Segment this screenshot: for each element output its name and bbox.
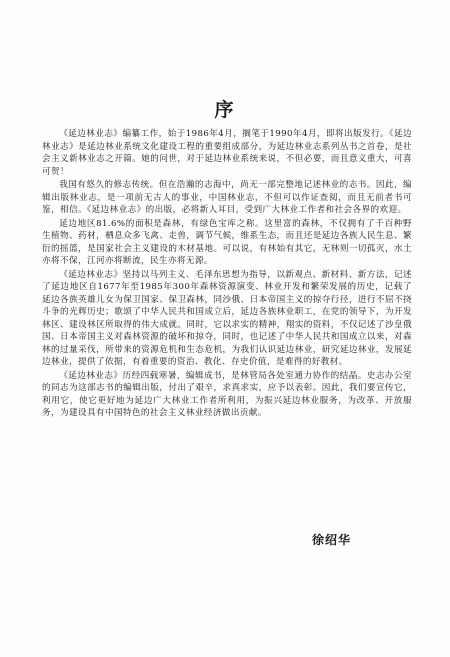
paragraph: 延边地区81.6%的面积是森林，有绿色宝库之称。这里富的森林，不仅拥有了千百种野生植物、药材，栖息众多飞禽、走兽，调节气候，维系生态，而且还是延边各族人民生息、繁衍的摇篮，是国家社会主义建设的木材基地。可以说，有林始有其它，无林则一切孤灭，水土亦将不保，江河亦将断流，民生亦将无源。 xyxy=(42,218,412,266)
paragraph: 《延边林业志》历经四载寒暑，编辑成书，是林管局各处室通力协作的结晶。史志办公室的同志为这部志书的编辑出版，付出了艰辛，求真求实，应予以表彰。因此，我们要宣传它，利用它，使它更好地为延边广大林业工作者所利用，为振兴延边林业服务，为改革、开放服务，为建设具有中国特色的社会主义林业经济做出贡献。 xyxy=(42,370,412,418)
author-signature: 徐绍华 xyxy=(312,533,352,547)
paragraph: 《延边林业志》编纂工作，始于1986年4月，搁笔于1990年4月，即将出版发行。《延边林业志》是延边林业系统文化建设工程的重要组成部分，为延边林业志系列丛书之首卷，是社会主义新林业志之开篇。她的问世，对于延边林业系统来说，不但必要，而且意义重大，可喜可贺！ xyxy=(42,129,412,177)
paragraph: 《延边林业志》坚持以马列主义、毛泽东思想为指导，以新观点、新材料、新方法，记述了延边地区自1677年至1985年300年森林资源演变、林业开发和繁荣发展的历史，记载了延边各族英雄儿女为保卫国家、保卫森林，同沙俄、日本帝国主义的掠夺行径，进行不屈不挠斗争的光辉历史；歌颂了中华人民共和国成立后，延边各族林业职工，在党的领导下，为开发林区、建设林区所取得的伟大成就。同时，它以求实的精神，翔实的资料，不仅记述了沙皇俄国、日本帝国主义对森林资源的破坏和掠夺，同时，也记述了中华人民共和国成立以来，对森林的过量采伐，所带来的资源危机和生态危机，为我们认识延边林业，研究延边林业，发展延边林业，提供了依据，有着重要的资治、教化、存史价值，是难得的好教材。 xyxy=(42,269,412,367)
page-title: 序 xyxy=(214,99,236,121)
paragraph: 我国有悠久的修志传统。但在浩瀚的志海中，尚无一部完整地记述林业的志书。因此，编辑出版林业志，是一项前无古人的事业，中国林业志，不但可以作证查阅，而且无前者书可鉴，相信。《延边林业志》的出版，必将新人耳目，受到广大林业工作者和社会各界的欢迎。 xyxy=(42,180,412,215)
preface-body xyxy=(42,128,412,421)
